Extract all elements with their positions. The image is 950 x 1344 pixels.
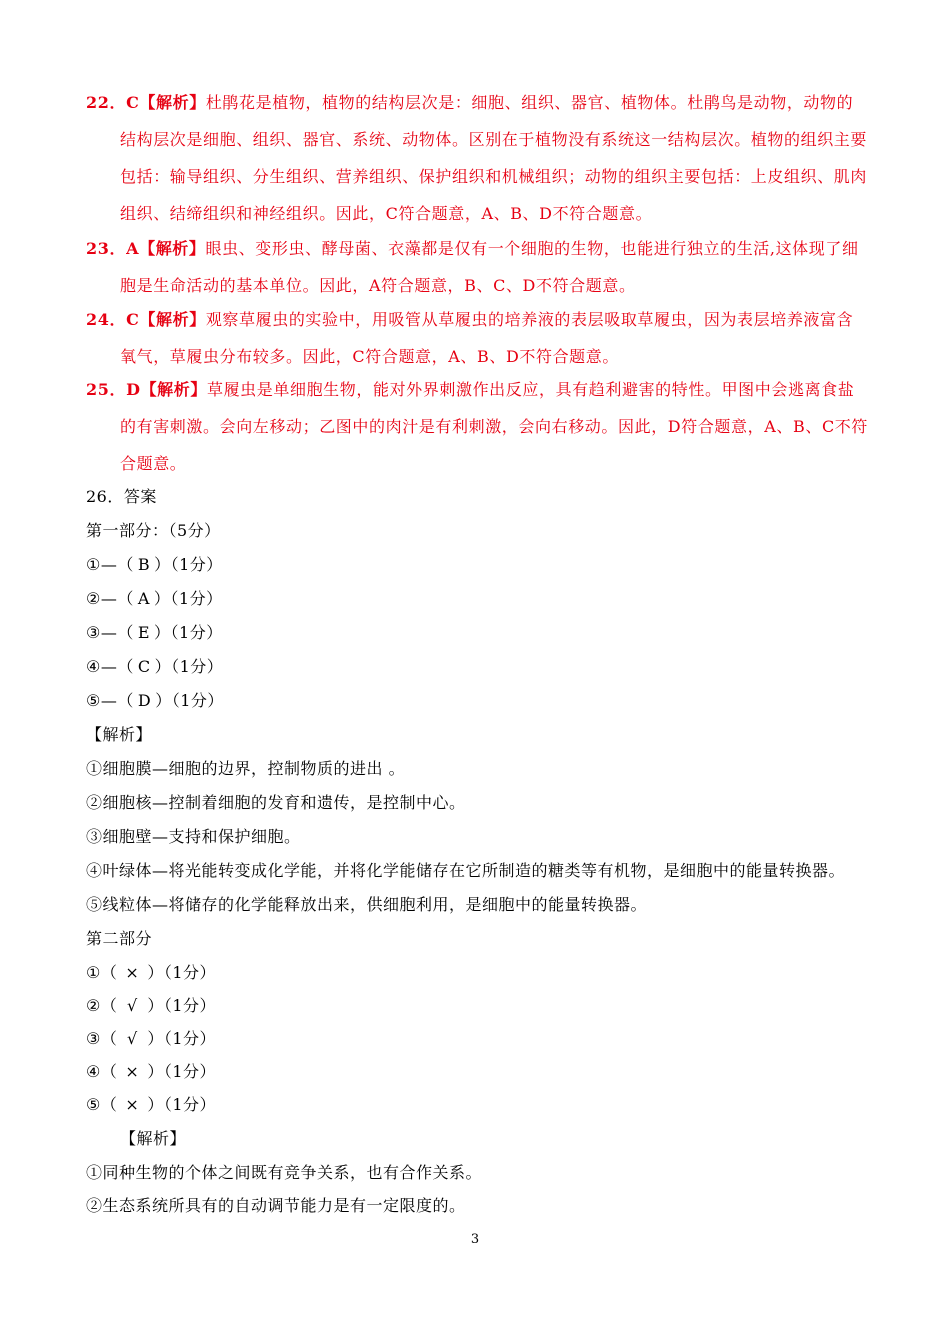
part2-item: [86, 1061, 216, 1083]
item-prefix: —（: [100, 589, 134, 608]
circle-number: ②: [86, 996, 101, 1015]
item-suffix: ）（1分）: [155, 691, 224, 710]
item-open: （: [100, 1029, 118, 1048]
item-close: ）（1分）: [147, 963, 217, 982]
question-24: [86, 301, 876, 375]
part2-item: [86, 995, 216, 1017]
judgement-mark: √: [127, 1029, 138, 1048]
analysis-continuation: 胞是生命活动的基本单位。因此，A符合题意，B、C、D不符合题意。: [120, 276, 636, 295]
item-close: ）（1分）: [147, 1095, 217, 1114]
judgement-mark: ×: [125, 1062, 140, 1081]
item-prefix: —（: [100, 623, 134, 642]
item-letter: A: [137, 589, 150, 608]
analysis-label-2: 【解析】: [120, 1129, 187, 1148]
part2-title: 第二部分: [86, 929, 153, 948]
part1-item: [86, 554, 223, 576]
part2-item: [86, 1094, 216, 1116]
page-number: 3: [470, 1232, 480, 1247]
part1-item: [86, 690, 224, 712]
analysis-line: ②生态系统所具有的自动调节能力是有一定限度的。: [86, 1196, 466, 1215]
analysis-tag: 【解析】: [139, 239, 206, 258]
item-close: ）（1分）: [147, 1029, 217, 1048]
circle-number: ④: [86, 1062, 101, 1081]
part1-item: [86, 588, 223, 610]
analysis-continuation: 氧气，草履虫分布较多。因此，C符合题意，A、B、D不符合题意。: [120, 347, 619, 366]
item-open: （: [100, 1062, 118, 1081]
question-23: [86, 230, 876, 304]
question-25: [86, 371, 876, 482]
item-letter: B: [137, 555, 151, 574]
circle-number: ③: [86, 1029, 101, 1048]
item-open: （: [100, 963, 118, 982]
part2-item: [86, 962, 216, 984]
circle-number: ①: [86, 963, 101, 982]
item-prefix: —（: [100, 555, 134, 574]
answer-letter: D: [126, 380, 141, 399]
item-suffix: ）（1分）: [154, 657, 224, 676]
analysis-first-line: 杜鹃花是植物，植物的结构层次是：细胞、组织、器官、植物体。杜鹃鸟是动物，动物的: [205, 93, 854, 112]
analysis-first-line: 观察草履虫的实验中，用吸管从草履虫的培养液的表层吸取草履虫，因为表层培养液富含: [205, 310, 854, 329]
analysis-line: ①同种生物的个体之间既有竞争关系，也有合作关系。: [86, 1163, 483, 1182]
item-prefix: —（: [100, 691, 134, 710]
analysis-label: 【解析】: [86, 725, 153, 744]
question-number: 22．: [86, 93, 127, 112]
answer-letter: A: [126, 239, 140, 258]
circle-number: ③: [86, 623, 101, 642]
analysis-first-line: 草履虫是单细胞生物，能对外界刺激作出反应，具有趋利避害的特性。甲图中会逃离食盐: [206, 380, 855, 399]
analysis-line: ①细胞膜—细胞的边界，控制物质的进出 。: [86, 759, 406, 778]
item-open: （: [100, 1095, 118, 1114]
item-suffix: ）（1分）: [154, 555, 223, 574]
item-letter: C: [137, 657, 151, 676]
item-close: ）（1分）: [147, 1062, 217, 1081]
answer-letter: C: [126, 93, 140, 112]
part1-item: [86, 656, 223, 678]
circle-number: ⑤: [86, 1095, 101, 1114]
circle-number: ⑤: [86, 691, 101, 710]
part2-item: [86, 1028, 216, 1050]
part1-item: [86, 622, 223, 644]
analysis-continuation: 的有害刺激。会向左移动；乙图中的肉汁是有利刺激，会向右移动。因此，D符合题意，A、B、C不符合题意。: [120, 417, 868, 473]
circle-number: ④: [86, 657, 101, 676]
analysis-line: ⑤线粒体—将储存的化学能释放出来，供细胞利用，是细胞中的能量转换器。: [86, 895, 648, 914]
answer-letter: C: [126, 310, 140, 329]
item-open: （: [100, 996, 118, 1015]
item-close: ）（1分）: [147, 996, 217, 1015]
judgement-mark: √: [127, 996, 138, 1015]
analysis-first-line: 眼虫、变形虫、酵母菌、衣藻都是仅有一个细胞的生物，也能进行独立的生活,这体现了细: [205, 239, 859, 258]
item-prefix: —（: [100, 657, 134, 676]
analysis-line: ④叶绿体—将光能转变成化学能，并将化学能储存在它所制造的糖类等有机物，是细胞中的能量转换器。: [86, 861, 846, 880]
circle-number: ①: [86, 555, 101, 574]
judgement-mark: ×: [125, 1095, 140, 1114]
analysis-tag: 【解析】: [139, 310, 206, 329]
question-number: 24．: [86, 310, 127, 329]
question-number: 25．: [86, 380, 127, 399]
analysis-tag: 【解析】: [140, 380, 207, 399]
item-suffix: ）（1分）: [153, 589, 223, 608]
item-suffix: ）（1分）: [154, 623, 223, 642]
q26-heading: 26．答案: [86, 487, 157, 506]
judgement-mark: ×: [125, 963, 140, 982]
question-22: [86, 84, 876, 232]
item-letter: E: [137, 623, 151, 642]
analysis-continuation: 结构层次是细胞、组织、器官、系统、动物体。区别在于植物没有系统这一结构层次。植物的组织主要包括：输导组织、分生组织、营养组织、保护组织和机械组织；动物的组织主要包括：上皮组织、肌肉组织、结缔组织和神经组织。因此，C符合题意，A、B、D不符合题意。: [120, 130, 868, 223]
question-number: 23．: [86, 239, 127, 258]
item-letter: D: [137, 691, 152, 710]
analysis-line: ③细胞壁—支持和保护细胞。: [86, 827, 301, 846]
circle-number: ②: [86, 589, 101, 608]
part1-title: 第一部分：（5分）: [86, 521, 221, 540]
analysis-tag: 【解析】: [139, 93, 206, 112]
analysis-line: ②细胞核—控制着细胞的发育和遗传，是控制中心。: [86, 793, 466, 812]
